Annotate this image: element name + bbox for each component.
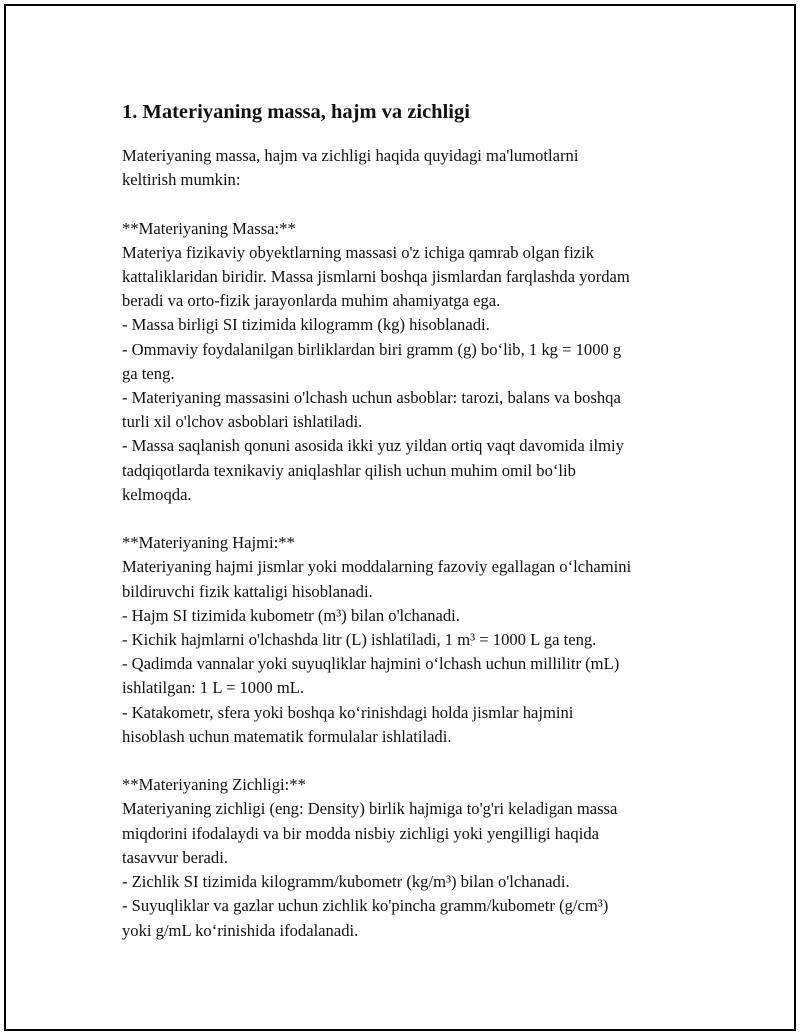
text-line: Materiyaning zichligi (eng: Density) birlik hajmiga to'g'ri keladigan massa [122, 799, 618, 819]
blank-line [122, 192, 712, 216]
text-line: ga teng. [122, 363, 175, 383]
text-line: Materiyaning massa, hajm va zichligi haqida quyidagi ma'lumotlarni [122, 146, 579, 165]
text-line: tasavvur beradi. [122, 847, 228, 867]
text-line: - Zichlik SI tizimida kilogramm/kubometr (kg/m³) bilan o'lchanadi. [122, 872, 570, 892]
text-line: - Massa birligi SI tizimida kilogramm (kg) hisoblanadi. [122, 315, 490, 335]
text-line: **Materiyaning Hajmi:** [122, 533, 295, 553]
text-line: **Materiyaning Massa:** [122, 218, 296, 238]
blank-line [122, 749, 712, 773]
text-line: - Massa saqlanish qonuni asosida ikki yuz yildan ortiq vaqt davomida ilmiy [122, 436, 624, 456]
text-line: - Katakometr, sfera yoki boshqa ko‘rinishdagi holda jismlar hajmini [122, 702, 574, 722]
text-line: beradi va orto-fizik jarayonlarda muhim ahamiyatga ega. [122, 291, 501, 311]
text-line: - Hajm SI tizimida kubometr (m³) bilan o'lchanadi. [122, 605, 460, 625]
text-line: miqdorini ifodalaydi va bir modda nisbiy zichligi yoki yengilligi haqida [122, 823, 599, 843]
document-body [122, 144, 712, 943]
text-line: - Kichik hajmlarni o'lchashda litr (L) ishlatiladi, 1 m³ = 1000 L ga teng. [122, 630, 597, 650]
text-line: kattaliklaridan biridir. Massa jismlarni boshqa jismlardan farqlashda yordam [122, 267, 630, 287]
text-line: ishlatilgan: 1 L = 1000 mL. [122, 678, 305, 698]
text-line: - Ommaviy foydalanilgan birliklardan biri gramm (g) bo‘lib, 1 kg = 1000 g [122, 339, 622, 359]
text-line: keltirish mumkin: [122, 170, 241, 190]
text-line: kelmoqda. [122, 484, 192, 504]
text-line: **Materiyaning Zichligi:** [122, 775, 306, 795]
text-line: - Suyuqliklar va gazlar uchun zichlik ko'pincha gramm/kubometr (g/cm³) [122, 896, 609, 916]
text-line: - Materiyaning massasini o'lchash uchun asboblar: tarozi, balans va boshqa [122, 388, 621, 408]
text-line: tadqiqotlarda texnikaviy aniqlashlar qilish uchun muhim omil bo‘lib [122, 460, 576, 480]
text-line: bildiruvchi fizik kattaligi hisoblanadi. [122, 581, 373, 601]
document-content [122, 98, 712, 943]
text-line: Materiya fizikaviy obyektlarning massasi o'z ichiga qamrab olgan fizik [122, 242, 595, 262]
blank-line [122, 507, 712, 531]
text-line: Materiyaning hajmi jismlar yoki moddalarning fazoviy egallagan o‘lchamini [122, 557, 632, 577]
text-line: turli xil o'lchov asboblari ishlatiladi. [122, 412, 363, 432]
text-line: - Qadimda vannalar yoki suyuqliklar hajmini o‘lchash uchun millilitr (mL) [122, 654, 620, 674]
document-title: 1. Materiyaning massa, hajm va zichligi [122, 101, 470, 123]
text-line: yoki g/mL ko‘rinishida ifodalanadi. [122, 920, 359, 940]
text-line: hisoblash uchun matematik formulalar ishlatiladi. [122, 726, 452, 746]
page-frame [4, 4, 796, 1031]
